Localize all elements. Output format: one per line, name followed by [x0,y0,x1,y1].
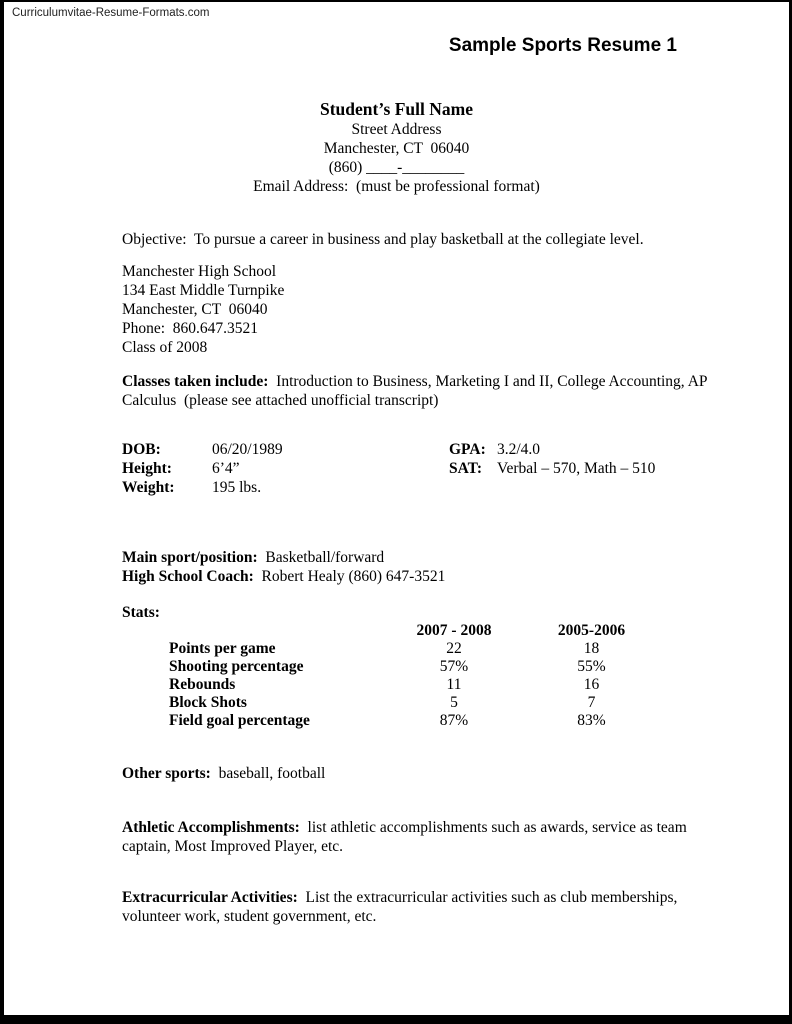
stats-heading: Stats: [122,604,160,621]
school-section [122,262,714,357]
table-row [169,694,714,712]
table-row [169,712,714,730]
school-city: Manchester, CT 06040 [122,301,268,318]
class-year: Class of 2008 [122,339,208,356]
objective-text: To pursue a career in business and play basketball at the collegiate level. [186,231,644,248]
sat-label: SAT: [449,460,483,477]
objective-label: Objective: [122,231,187,248]
gpa-value: 3.2/4.0 [497,441,541,458]
physical-stats-column [122,440,449,497]
classes-label: Classes taken include: [122,373,269,390]
other-sports-text: baseball, football [210,765,326,782]
classes-section [122,372,714,410]
dob-label: DOB: [122,441,161,458]
coach-row [122,567,714,586]
personal-stats-section [122,440,714,497]
objective-section [122,230,714,249]
gpa-label: GPA: [449,441,486,458]
height-row [122,459,449,478]
weight-value: 195 lbs. [212,479,262,496]
street-address: Street Address [351,121,442,138]
gpa-row [449,440,655,459]
weight-label: Weight: [122,479,175,496]
stat-value: 55% [577,658,606,675]
document-title: Sample Sports Resume 1 [448,35,677,56]
academic-stats-column [449,440,655,497]
stat-value: 16 [583,676,600,693]
stat-label: Block Shots [169,694,247,711]
sat-row [449,459,655,478]
main-sport-row [122,548,714,567]
stats-col-2007-2008: 2007 - 2008 [416,622,492,639]
stat-value: 57% [439,658,469,675]
stats-header-row [169,622,714,640]
phone-blank-line: (860) ____-________ [328,159,465,176]
sport-section [122,548,714,586]
main-sport-label: Main sport/position: [122,549,258,566]
stat-label: Points per game [169,640,276,657]
classes-text: Introduction to Business, Marketing I and II, College Accounting, AP Calculus (please see attached unofficial transcript) [122,373,711,409]
height-label: Height: [122,460,172,477]
stats-table [169,622,714,730]
city-state-zip: Manchester, CT 06040 [323,140,470,157]
dob-value: 06/20/1989 [212,441,283,458]
email-line: Email Address: (must be professional format) [253,178,540,195]
extracurricular-section [122,888,714,926]
student-name: Student’s Full Name [320,99,473,119]
height-value: 6’4” [212,460,240,477]
stats-col-2005-2006: 2005-2006 [557,622,626,639]
stat-value: 18 [583,640,600,657]
other-sports-label: Other sports: [122,765,211,782]
coach-value: Robert Healy (860) 647-3521 [253,568,446,585]
stat-value: 22 [446,640,462,657]
table-row [169,658,714,676]
extracurricular-text: List the extracurricular activities such as club memberships, volunteer work, student government, etc. [122,889,682,925]
stat-label: Shooting percentage [169,658,304,675]
extracurricular-label: Extracurricular Activities: [122,889,298,906]
stats-header-spacer [169,622,384,640]
stat-value: 87% [439,712,469,729]
athletic-text: list athletic accomplishments such as awards, service as team captain, Most Improved Player, etc. [122,819,691,855]
dob-row [122,440,449,459]
main-sport-value: Basketball/forward [257,549,385,566]
stat-value: 11 [446,676,462,693]
stat-value: 5 [450,694,458,711]
school-phone: Phone: 860.647.3521 [122,320,259,337]
site-watermark: Curriculumvitae-Resume-Formats.com [12,7,210,19]
sat-value: Verbal – 570, Math – 510 [497,460,656,477]
other-sports-section [122,764,714,783]
athletic-label: Athletic Accomplishments: [122,819,300,836]
school-street: 134 East Middle Turnpike [122,282,285,299]
school-name: Manchester High School [122,263,277,280]
stat-label: Rebounds [169,676,236,693]
table-row [169,676,714,694]
contact-header [4,98,789,196]
stat-value: 7 [587,694,596,711]
coach-label: High School Coach: [122,568,254,585]
weight-row [122,478,449,497]
stat-value: 83% [577,712,606,729]
table-row [169,640,714,658]
athletic-accomplishments-section [122,818,714,856]
stats-section [122,603,714,730]
stat-label: Field goal percentage [169,712,310,729]
